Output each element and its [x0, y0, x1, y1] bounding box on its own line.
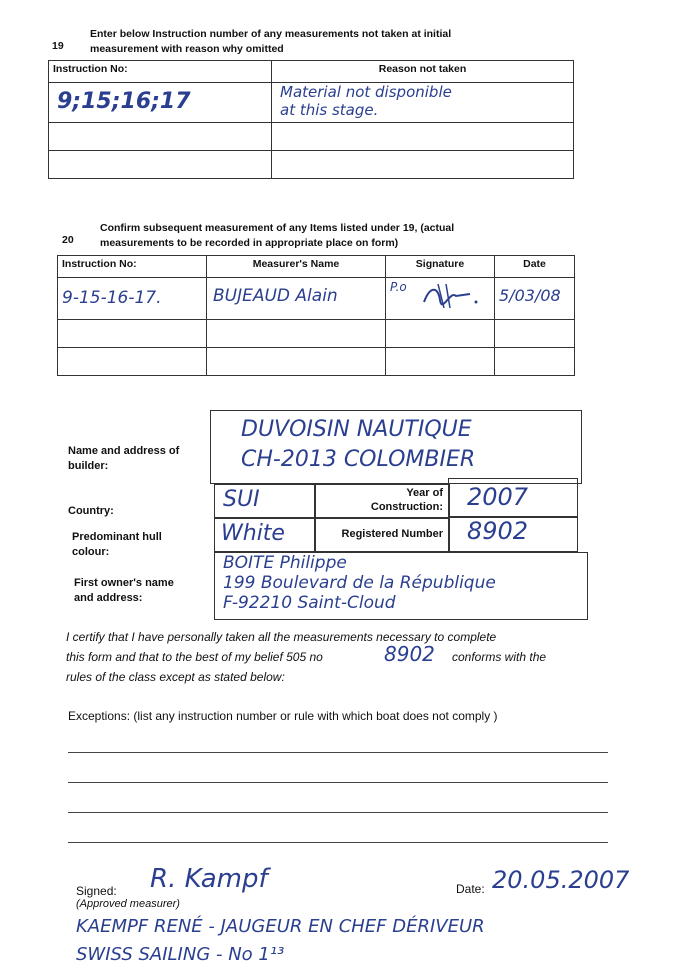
owner-line2: 199 Boulevard de la République — [223, 573, 496, 593]
row1-date: 5/03/08 — [499, 286, 561, 305]
exceptions-label: Exceptions: (list any instruction number or rule with which boat does not comply ) — [68, 709, 498, 723]
label-country: Country: — [68, 505, 114, 517]
table-row — [386, 278, 495, 320]
table-row — [386, 320, 495, 348]
table-row — [495, 320, 575, 348]
certify-boat-number: 8902 — [384, 642, 435, 666]
label-year-line2: Construction: — [370, 501, 443, 513]
builder-name-line1: DUVOISIN NAUTIQUE — [241, 417, 472, 442]
approved-measurer-label: (Approved measurer) — [76, 898, 180, 910]
table-row — [49, 123, 272, 151]
certify-line2-a: this form and that to the best of my belief 505 no — [66, 650, 323, 664]
exceptions-line — [68, 752, 608, 753]
label-owner-line1: First owner's name — [74, 577, 174, 589]
footer-stamp-line2: SWISS SAILING - No 1¹³ — [76, 944, 285, 965]
label-owner-line2: and address: — [74, 592, 143, 604]
exceptions-line — [68, 842, 608, 843]
registered-label-box — [314, 518, 450, 552]
label-colour-line2: colour: — [72, 546, 110, 558]
table-row — [207, 320, 386, 348]
colour-value: White — [221, 521, 285, 546]
exceptions-line — [68, 782, 608, 783]
year-box — [448, 478, 578, 518]
col-instruction-header: Instruction No: — [49, 61, 272, 83]
row1-instruction: 9-15-16-17. — [62, 288, 162, 308]
exceptions-line — [68, 812, 608, 813]
table-row — [58, 348, 207, 376]
section-20-table — [57, 255, 575, 376]
section-19-heading-line1: Enter below Instruction number of any measurements not taken at initial — [90, 28, 452, 40]
certify-line3: rules of the class except as stated below: — [66, 670, 285, 684]
label-builder-line1: Name and address of — [68, 445, 180, 457]
registered-value: 8902 — [467, 517, 529, 545]
label-colour-line1: Predominant hull — [72, 531, 162, 543]
table-row — [49, 83, 272, 123]
certify-line1: I certify that I have personally taken all the measurements necessary to complete — [66, 630, 497, 644]
section-19-number: 19 — [52, 40, 64, 52]
section-20-heading-line2: measurements to be recorded in appropriate place on form) — [100, 237, 399, 249]
table-row — [386, 348, 495, 376]
builder-name-line2: CH-2013 COLOMBIER — [241, 447, 476, 472]
year-label-box — [314, 484, 450, 518]
owner-line3: F-92210 Saint-Cloud — [223, 593, 396, 613]
registered-box — [448, 516, 578, 552]
row1-reason-line2: at this stage. — [280, 101, 379, 119]
country-box — [214, 484, 316, 518]
owner-box — [214, 552, 588, 620]
colour-box — [214, 518, 316, 552]
label-year-line1: Year of — [406, 487, 443, 499]
measurer-signature: R. Kampf — [150, 864, 268, 894]
signed-label: Signed: — [76, 884, 117, 898]
label-registered: Registered Number — [341, 528, 443, 540]
footer-stamp-line1: KAEMPF RENÉ - JAUGEUR EN CHEF DÉRIVEUR — [76, 916, 485, 937]
label-builder-line2: builder: — [68, 460, 109, 472]
certify-line2-b: conforms with the — [452, 650, 547, 664]
col-signature-header: Signature — [386, 256, 495, 278]
table-row — [207, 348, 386, 376]
table-row — [272, 151, 574, 179]
row1-measurer: BUJEAUD Alain — [213, 286, 338, 306]
year-value: 2007 — [467, 483, 529, 511]
table-row — [495, 348, 575, 376]
table-row — [49, 151, 272, 179]
row1-instruction: 9;15;16;17 — [57, 89, 191, 114]
row1-reason-line1: Material not disponible — [280, 83, 452, 101]
col-date-header: Date — [495, 256, 575, 278]
table-row — [272, 83, 574, 123]
date-label: Date: — [456, 882, 485, 896]
col-measurer-header: Measurer's Name — [207, 256, 386, 278]
section-20-heading-line1: Confirm subsequent measurement of any Items listed under 19, (actual — [100, 222, 455, 234]
col-reason-header: Reason not taken — [272, 61, 574, 83]
signoff-date: 20.05.2007 — [492, 866, 630, 894]
country-value: SUI — [223, 487, 260, 512]
section-19-table — [48, 60, 574, 179]
builder-box — [210, 410, 582, 484]
table-row — [272, 123, 574, 151]
table-row — [207, 278, 386, 320]
section-19-heading-line2: measurement with reason why omitted — [90, 43, 284, 55]
table-row — [58, 320, 207, 348]
table-row — [58, 278, 207, 320]
owner-line1: BOITE Philippe — [223, 553, 347, 573]
section-20-number: 20 — [62, 234, 74, 246]
table-row — [495, 278, 575, 320]
row1-signature-prefix: P.o — [390, 280, 407, 294]
signature-scribble-icon — [420, 282, 480, 312]
col-instruction-header: Instruction No: — [58, 256, 207, 278]
